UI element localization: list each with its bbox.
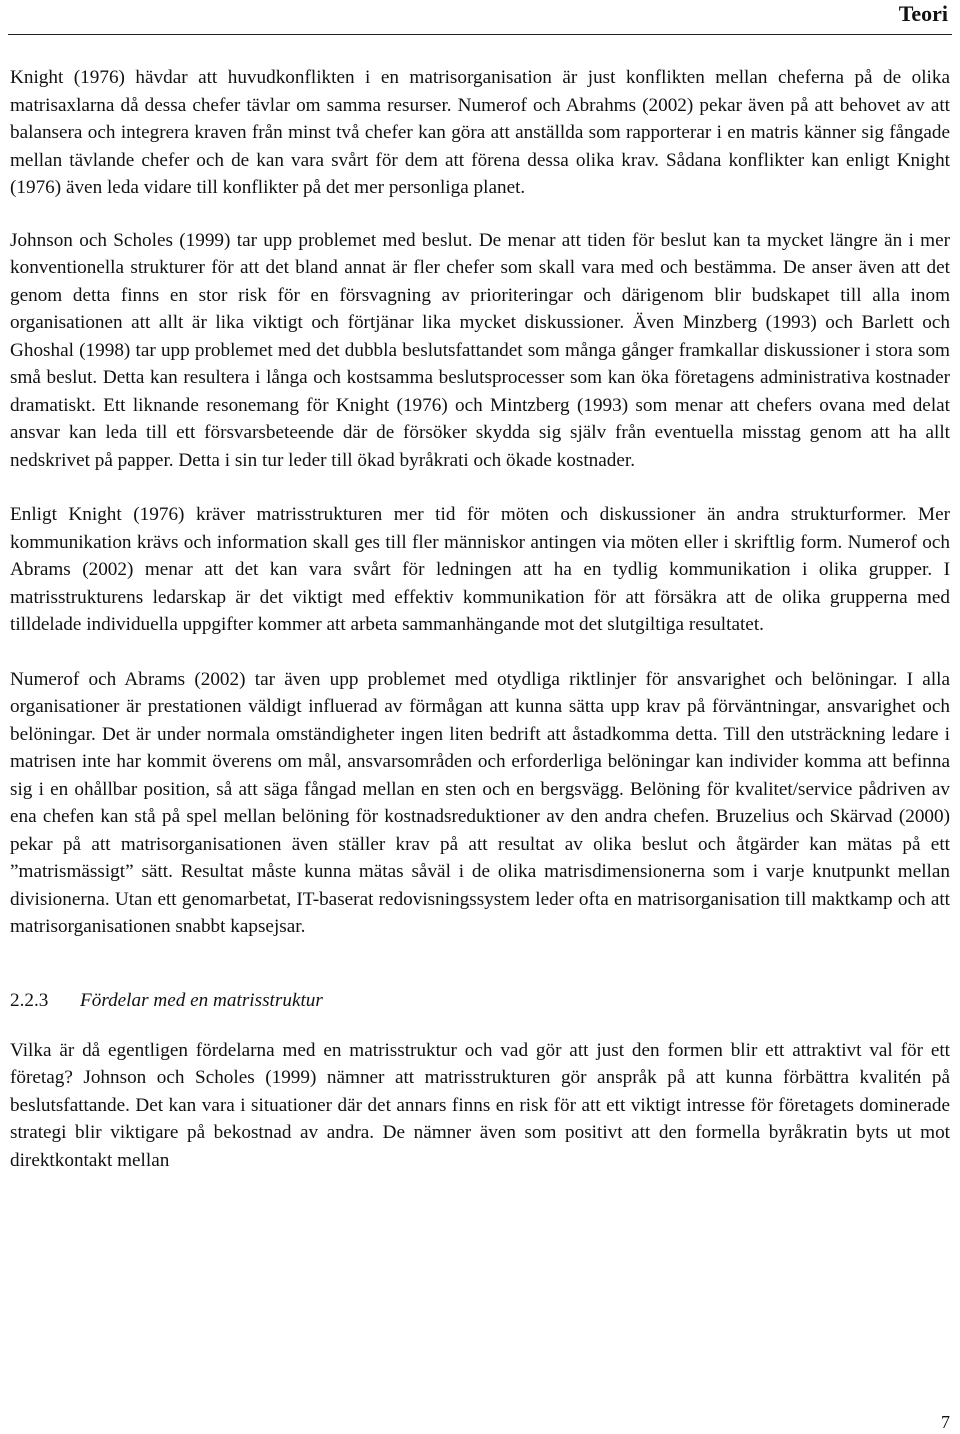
paragraph-spacer xyxy=(10,202,950,227)
heading-spacer xyxy=(10,1015,950,1037)
paragraph-knight-conflict: Knight (1976) hävdar att huvudkonflikten i en matrisorganisation är just konflikten mellan cheferna på de olika matrisaxlarna då dessa chefer tävlar om samma resurser. Numerof och Abrahms (2002) pekar även på att behovet av att balansera och integrera kraven från minst två chefer kan göra att anställda som rapporterar i en matris känner sig fångade mellan tävlande chefer och de kan vara svårt för dem att förena dessa olika krav. Sådana konflikter kan enligt Knight (1976) även leda vidare till konflikter på det mer personliga planet. xyxy=(10,67,950,198)
paragraph-communication: Enligt Knight (1976) kräver matrisstrukturen mer tid för möten och diskussioner än andra strukturformer. Mer kommunikation krävs och information skall ges till fler människor antingen via möten eller i skriftlig form. Numerof och Abrams (2002) menar att det kan vara svårt för ledningen att ha en tydlig kommunikation i olika grupper. I matrisstrukturens ledarskap är det viktigt med effektiv kommunikation för att försäkra att de olika grupperna med tilldelade individuella uppgifter kommer att arbeta sammanhängande mot det slutgiltiga resultatet. xyxy=(10,504,950,635)
page-header xyxy=(0,0,960,38)
section-heading xyxy=(10,987,950,1015)
document-body xyxy=(10,64,950,1174)
paragraph-decision-problem: Johnson och Scholes (1999) tar upp problemet med beslut. De menar att tiden för beslut kan ta mycket längre än i mer konventionella strukturer för att det bland annat är fler chefer som skall vara med och bestämma. De anser även att det genom detta finns en stor risk för en försvagning av prioriteringar och därigenom blir budskapet till alla inom organisationen att allt är lika viktigt och förtjänar lika mycket diskussioner. Även Minzberg (1993) och Barlett och Ghoshal (1998) tar upp problemet med det dubbla beslutsfattandet som många gånger framkallar diskussioner i stora som små beslut. Detta kan resultera i långa och kostsamma beslutsprocesser som kan öka företagens administrativa kostnader dramatiskt. Ett liknande resonemang för Knight (1976) och Mintzberg (1993) som menar att chefers ovana med delat ansvar kan leda till ett försvarsbeteende där de försöker skydda sig själv från eventuella misstag genom att ha allt nedskrivet på papper. Detta i sin tur leder till ökad byråkrati och ökade kostnader. xyxy=(10,229,950,471)
page-number: 7 xyxy=(941,1412,950,1432)
paragraph-spacer xyxy=(10,639,950,666)
running-header-title: Teori xyxy=(898,1,948,26)
paragraph-advantages: Vilka är då egentligen fördelarna med en matrisstruktur och vad gör att just den formen blir ett attraktivt val för ett företag? Johnson och Scholes (1999) nämner att matrisstrukturen gör anspråk på att kunna förbättra kvalitén på beslutsfattande. Det kan vara i situationer där det annars finns en risk för att ett viktigt intresse för företagets dominerade strategi blir viktigare på bekostnad av andra. De nämner även som positivt att den formella byråkratin byts ut mot direktkontakt mellan xyxy=(10,1039,950,1171)
section-spacer xyxy=(10,941,950,987)
section-number: 2.2.3 xyxy=(10,989,49,1011)
header-divider xyxy=(8,34,952,35)
paragraph-spacer xyxy=(10,474,950,501)
section-title: Fördelar med en matrisstruktur xyxy=(80,989,323,1011)
paragraph-accountability: Numerof och Abrams (2002) tar även upp problemet med otydliga riktlinjer för ansvarighet och belöningar. I alla organisationer är prestationen väldigt influerad av förmågan att kunna sätta upp krav på förväntningar, ansvarighet och belöningar. Det är under normala omständigheter ingen liten bedrift att åstadkomma detta. Till den utsträckning ledare i matrisen inte har kommit överens om mål, ansvarsområden och erforderliga belöningar kan individer komma att befinna sig i en ohållbar position, så att säga fångad mellan en sten och en bergsvägg. Belöning för kvalitet/service pådriven av ena chefen kan stå på spel mellan belöning för kostnadsreduktioner av den andra chefen. Bruzelius och Skärvad (2000) pekar på att matrisorganisationen även ställer krav på att resultat av olika beslut och åtgärder kan mätas på ett ”matrismässigt” sätt. Resultat måste kunna mätas såväl i de olika matrisdimensionerna som i varje knutpunkt mellan divisionerna. Utan ett genomarbetat, IT-baserat redovisningssystem leder ofta en matrisorganisation till maktkamp och att matrisorganisationen snabbt kapsejsar. xyxy=(10,668,950,937)
